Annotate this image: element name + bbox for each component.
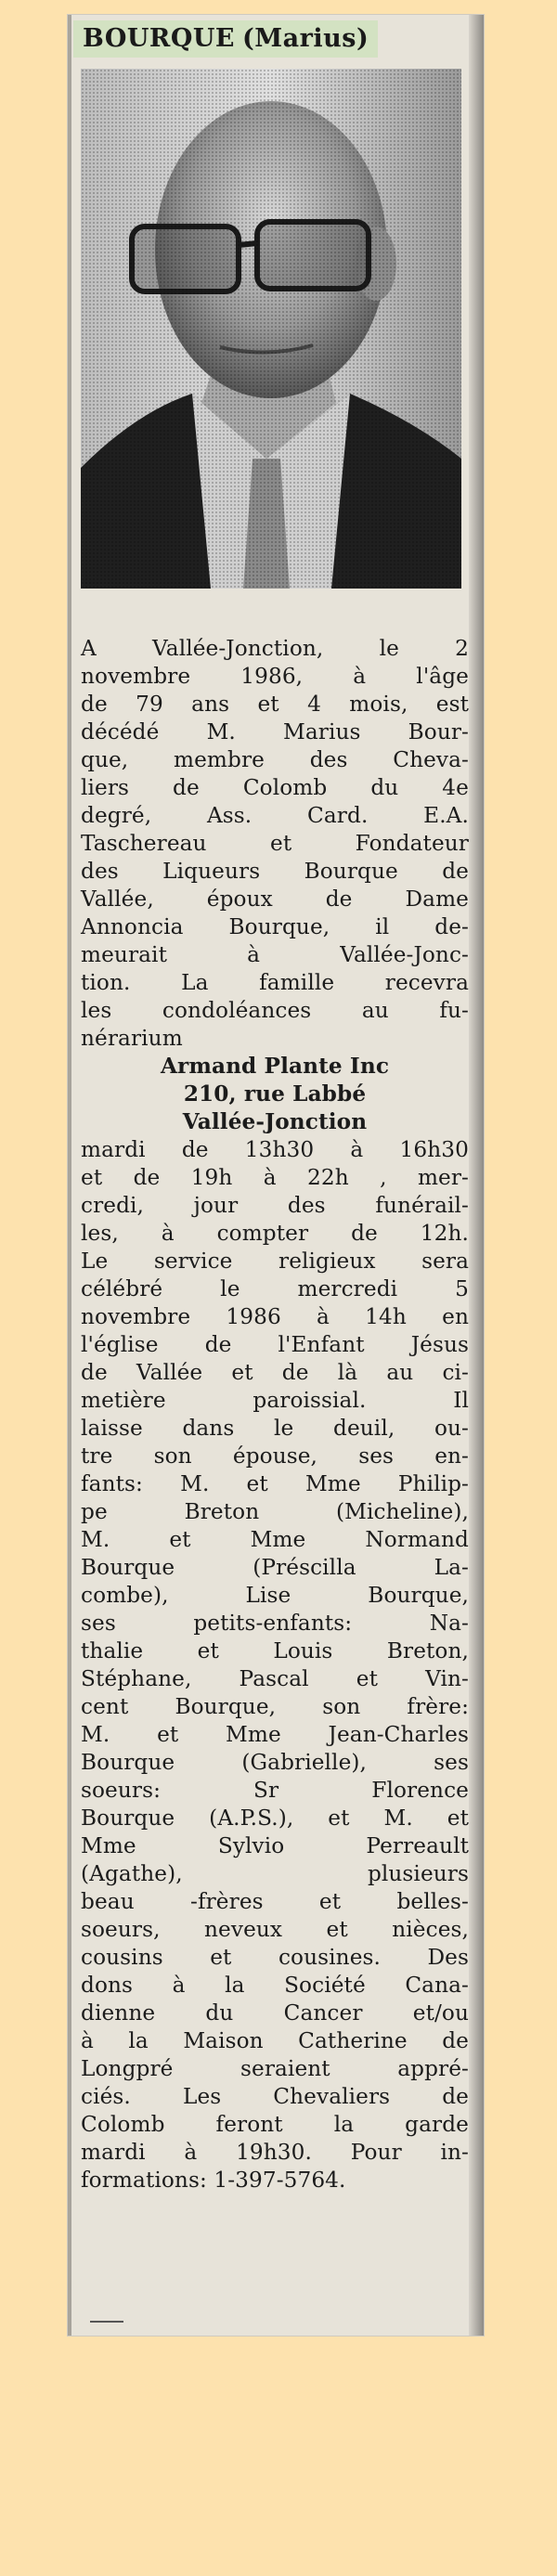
text-line: dons à la Société Cana- — [81, 1973, 469, 1998]
text-line: les condoléances au fu- — [81, 998, 469, 1023]
clipping-foot-mark — [90, 2321, 123, 2328]
funeral-home-address: 210, rue Labbé — [183, 1081, 367, 1107]
text-line: nérarium — [81, 1026, 183, 1051]
text-line: credi, jour des funérail- — [81, 1193, 469, 1218]
text-line: Annoncia Bourque, il de- — [81, 914, 469, 939]
text-line: M. et Mme Normand — [81, 1527, 469, 1552]
text-line: meurait à Vallée-Jonc- — [81, 942, 469, 967]
text-line: soeurs, neveux et nièces, — [81, 1917, 469, 1942]
text-line: M. et Mme Jean-Charles — [81, 1722, 469, 1747]
portrait-photo — [81, 69, 461, 589]
text-line: formations: 1-397-5764. — [81, 2168, 346, 2193]
text-line: Mme Sylvio Perreault — [81, 1833, 469, 1858]
text-line: A Vallée-Jonction, le 2 — [81, 636, 469, 661]
text-line: thalie et Louis Breton, — [81, 1638, 469, 1663]
text-line: de Vallée et de là au ci- — [81, 1360, 469, 1385]
text-line: Colomb feront la garde — [81, 2112, 469, 2137]
text-line: Longpré seraient appré- — [81, 2056, 469, 2081]
text-line: laisse dans le deuil, ou- — [81, 1416, 469, 1441]
text-line: Bourque (Gabrielle), ses — [81, 1750, 469, 1775]
text-line: des Liqueurs Bourque de — [81, 859, 469, 884]
text-line: beau -frères et belles- — [81, 1889, 469, 1914]
clipping-right-edge — [469, 15, 484, 2336]
text-line: l'église de l'Enfant Jésus — [81, 1332, 469, 1357]
text-line: que, membre des Cheva- — [81, 747, 469, 772]
surname: BOURQUE — [83, 24, 235, 53]
text-line: novembre 1986, à l'âge — [81, 664, 469, 689]
text-line: combe), Lise Bourque, — [81, 1583, 469, 1608]
newspaper-clipping — [68, 15, 484, 2336]
text-line: décédé M. Marius Bour- — [81, 719, 469, 744]
text-line: Taschereau et Fondateur — [81, 831, 469, 856]
text-line: mardi à 19h30. Pour in- — [81, 2140, 469, 2165]
text-line: metière paroissial. Il — [81, 1388, 469, 1413]
text-line: novembre 1986 à 14h en — [81, 1304, 469, 1329]
text-line: pe Breton (Micheline), — [81, 1499, 469, 1524]
text-line: Stéphane, Pascal et Vin- — [81, 1666, 469, 1691]
text-line: Le service religieux sera — [81, 1249, 469, 1274]
text-line: Bourque (A.P.S.), et M. et — [81, 1806, 469, 1831]
text-line: fants: M. et Mme Philip- — [81, 1471, 469, 1496]
text-line: tion. La famille recevra — [81, 970, 469, 995]
funeral-home-city: Vallée-Jonction — [182, 1109, 368, 1134]
clipping-left-edge — [68, 15, 71, 2336]
given-name: (Marius) — [241, 24, 369, 53]
text-line: et de 19h à 22h , mer- — [81, 1165, 469, 1190]
text-line: les, à compter de 12h. — [81, 1221, 469, 1246]
text-line: mardi de 13h30 à 16h30 — [81, 1137, 469, 1162]
text-line: cent Bourque, son frère: — [81, 1694, 469, 1719]
text-line: Bourque (Préscilla La- — [81, 1555, 469, 1580]
funeral-home-name: Armand Plante Inc — [160, 1054, 390, 1079]
text-line: liers de Colomb du 4e — [81, 775, 469, 800]
text-line: à la Maison Catherine de — [81, 2028, 469, 2053]
obituary-header — [73, 20, 378, 58]
text-line: dienne du Cancer et/ou — [81, 2000, 469, 2026]
text-line: soeurs: Sr Florence — [81, 1778, 469, 1803]
text-line: célébré le mercredi 5 — [81, 1276, 469, 1301]
text-line: ciés. Les Chevaliers de — [81, 2084, 469, 2109]
text-line: tre son épouse, ses en- — [81, 1443, 469, 1469]
text-line: ses petits-enfants: Na- — [81, 1611, 469, 1636]
obituary-text — [81, 635, 469, 2194]
text-line: de 79 ans et 4 mois, est — [81, 692, 469, 717]
text-line: cousins et cousines. Des — [81, 1945, 469, 1970]
text-line: (Agathe), plusieurs — [81, 1861, 469, 1886]
text-line: degré, Ass. Card. E.A. — [81, 803, 469, 828]
text-line: Vallée, époux de Dame — [81, 887, 469, 912]
